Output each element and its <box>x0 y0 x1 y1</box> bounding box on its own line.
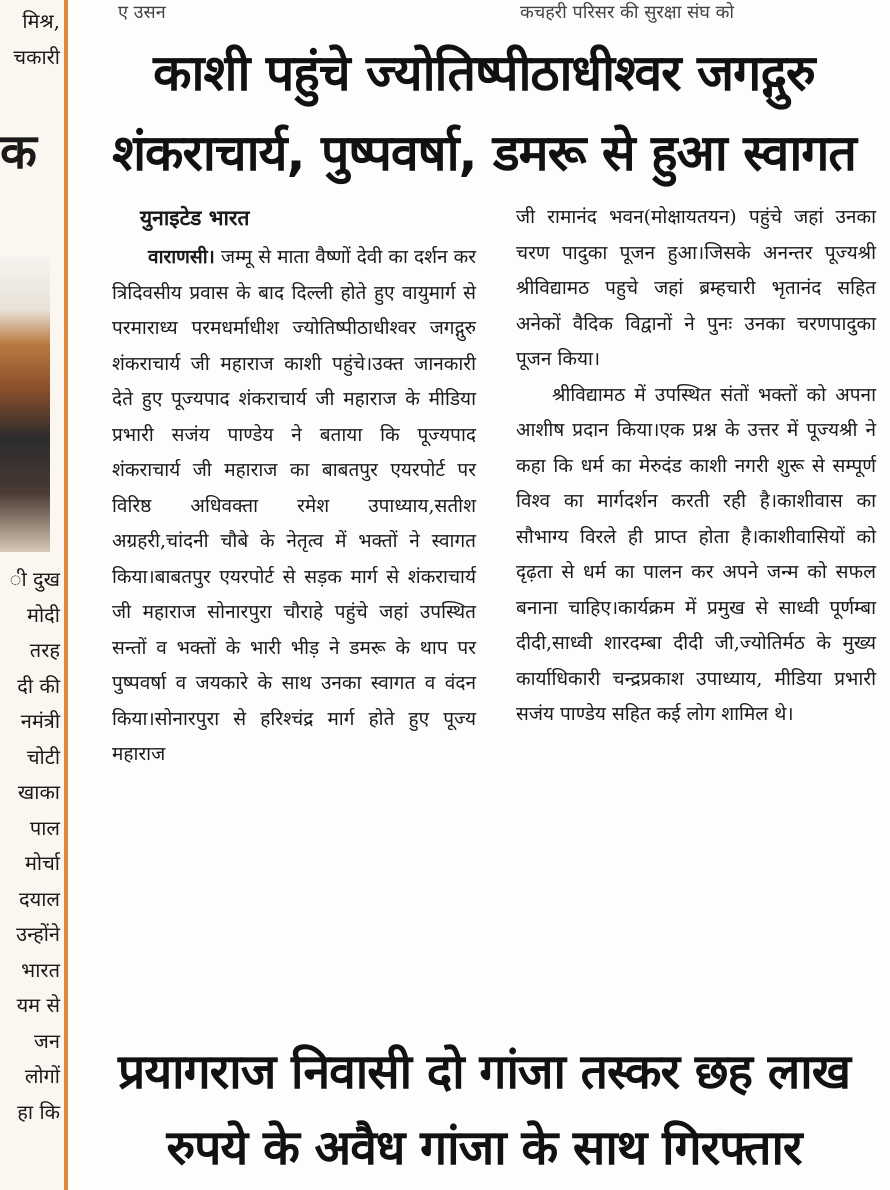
fragment-line: यम से <box>16 993 60 1017</box>
headline-line-1: काशी पहुंचे ज्योतिष्पीठाधीश्वर जगद्गुरु <box>153 44 815 102</box>
column-2-paragraph-2 <box>516 378 876 733</box>
partial-photo <box>0 256 50 552</box>
column-1-text: जम्मू से माता वैष्णों देवी का दर्शन कर त्रिदिवसीय प्रवास के बाद दिल्ली होते हुए वायुमार्ग से परमाराध्य परमधर्माधीश ज्योतिष्पीठाधीश्वर जगद्गुरु शंकराचार्य जी महाराज काशी पहुंचे।उक्त जानकारी देते हुए पूज्यपाद शंकराचार्य जी महाराज के मीडिया प्रभारी सजंय पाण्डेय ने बताया कि पूज्यपाद शंकराचार्य जी महाराज का बाबतपुर एयरपोर्ट पर विरिष्ठ अधिवक्ता रमेश उपाध्याय,सतीश अग्रहरी,चांदनी चौबे के नेतृत्व में भक्तों ने स्वागत किया।बाबतपुर एयरपोर्ट से सड़क मार्ग से शंकराचार्य जी महाराज सोनारपुरा चौराहे पहुंचे जहां उपस्थित सन्तों व भक्तों के भारी भीड़ ने डमरू के थाप पर पुष्पवर्षा व जयकारे के साथ उनका स्वागत व वंदन किया।सोनारपुरा से हरिश्चंद्र मार्ग होते हुए पूज्य महाराज <box>112 246 476 765</box>
article-column-1 <box>112 240 476 773</box>
fragment-line: दयाल <box>19 886 60 911</box>
fragment-line: मोर्चा <box>24 851 60 875</box>
top-fragment-left: ए उसन <box>118 2 166 23</box>
fragment-line: जन <box>34 1028 60 1053</box>
headline2-line-2: रुपये के अवैध गांजा के साथ गिरफ्तार <box>166 1120 802 1176</box>
article-column-2 <box>516 200 876 733</box>
fragment-line: खाका <box>17 780 60 804</box>
headline-line-2: शंकराचार्य, पुष्पवर्षा, डमरू से हुआ स्वागत <box>112 124 856 182</box>
paragraph-2-text: श्रीविद्यामठ में उपस्थित संतों भक्तों को अपना आशीष प्रदान किया।एक प्रश्न के उत्तर में पूज्यश्री ने कहा कि धर्म का मेरुदंड काशी नगरी शुरू से सम्पूर्ण विश्व का मार्गदर्शन करती रही है।काशीवास का सौभाग्य विरले ही प्राप्त होता है।काशीवासियों को दृढ़ता से धर्म का पालन कर अपने जन्म को सफल बनाना चाहिए।कार्यक्रम में प्रमुख से साध्वी पूर्णम्बा दीदी,साध्वी शारदम्बा दीदी जी,ज्योतिर्मठ के मुख्य कार्याधिकारी चन्द्रप्रकाश उपाध्याय, मीडिया प्रभारी सजंय पाण्डेय सहित कई लोग शामिल थे। <box>516 383 876 725</box>
fragment-line: उन्होंने <box>16 922 60 946</box>
fragment-line: चोटी <box>26 744 60 769</box>
dateline: वाराणसी। <box>148 246 215 268</box>
fragment-line: मिश्र, <box>22 9 60 33</box>
column-2-paragraph-1: जी रामानंद भवन(मोक्षायतयन) पहुंचे जहां उनका चरण पादुका पूजन हुआ।जिसके अनन्तर पूज्यश्री श्रीविद्यामठ पहुचे जहां ब्रम्हचारी भृतानंद सहित अनेकों वैदिक विद्वानों ने पुनः उनका चरणपादुका पूजन किया। <box>516 206 876 370</box>
byline: युनाइटेड भारत <box>140 205 250 230</box>
column-divider-rule <box>64 0 68 1190</box>
fragment-line: हा कि <box>17 1099 60 1124</box>
fragment-line: लोगों <box>24 1064 60 1088</box>
fragment-line: दी की <box>17 673 60 698</box>
fragment-line: ी दुख <box>9 567 60 591</box>
fragment-line: तरह <box>29 638 60 662</box>
top-fragment-right: कचहरी परिसर की सुरक्षा संघ को <box>520 2 735 23</box>
adjacent-column-strip <box>0 0 64 1190</box>
fragment-line: भारत <box>21 957 60 982</box>
fragment-line: चकारी <box>13 45 60 69</box>
fragment-line: पाल <box>29 815 60 840</box>
fragment-line: नमंत्री <box>20 709 60 733</box>
headline2-line-1: प्रयागराज निवासी दो गांजा तस्कर छह लाख <box>118 1044 850 1100</box>
fragment-headline-letter: क <box>0 124 37 180</box>
fragment-line: मोदी <box>27 602 60 627</box>
